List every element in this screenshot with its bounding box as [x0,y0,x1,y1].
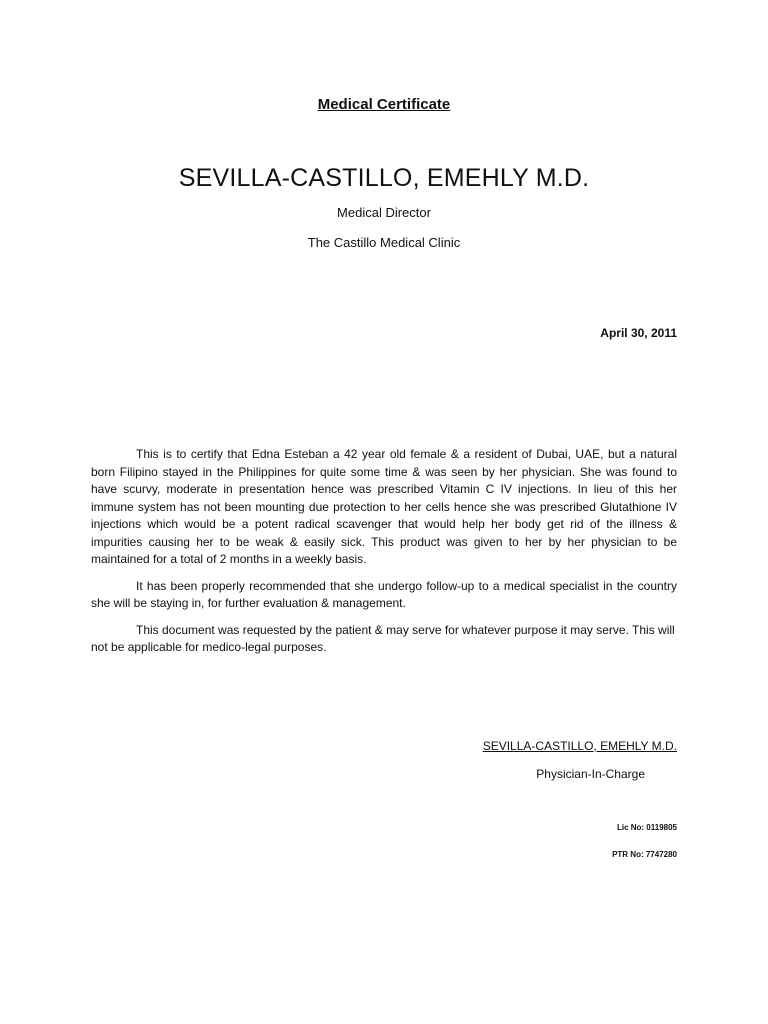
license-number: Lic No: 0119805 [616,823,677,832]
doctor-name-heading: SEVILLA-CASTILLO, EMEHLY M.D. [178,164,590,192]
paragraph-certification: This is to certify that Edna Esteban a 42 year old female & a resident of Dubai, UAE, but a natural born Filipino stayed in the Philippines for quite some time & was seen by her physician. She was found to have scurvy, moderate in presentation hence was prescribed Vitamin C IV injections. In lieu of this her immune system has not been mounting due protection to her cells hence she was prescribed Glutathione IV injections which would be a potent radical scavenger that would help her body get rid of the illness & impurities causing her to be weak & easily sick. This product was given to her by her physician to be maintained for a total of 2 months in a weekly basis. [91,447,677,566]
certificate-body [91,446,677,666]
signature-role: Physician-In-Charge [536,767,645,781]
doctor-role: Medical Director [337,205,431,220]
paragraph-purpose: This document was requested by the patient & may serve for whatever purpose it may serve. This will not be applicable for medico-legal purposes. [91,622,675,654]
paragraph-recommendation: It has been properly recommended that she undergo follow-up to a medical specialist in the country she will be staying in, for further evaluation & management. [91,578,677,610]
clinic-name: The Castillo Medical Clinic [307,235,461,250]
certificate-title: Medical Certificate [317,96,451,113]
certificate-date: April 30, 2011 [600,326,677,340]
ptr-number: PTR No: 7747280 [612,850,677,859]
signature-name: SEVILLA-CASTILLO, EMEHLY M.D. [482,739,677,753]
